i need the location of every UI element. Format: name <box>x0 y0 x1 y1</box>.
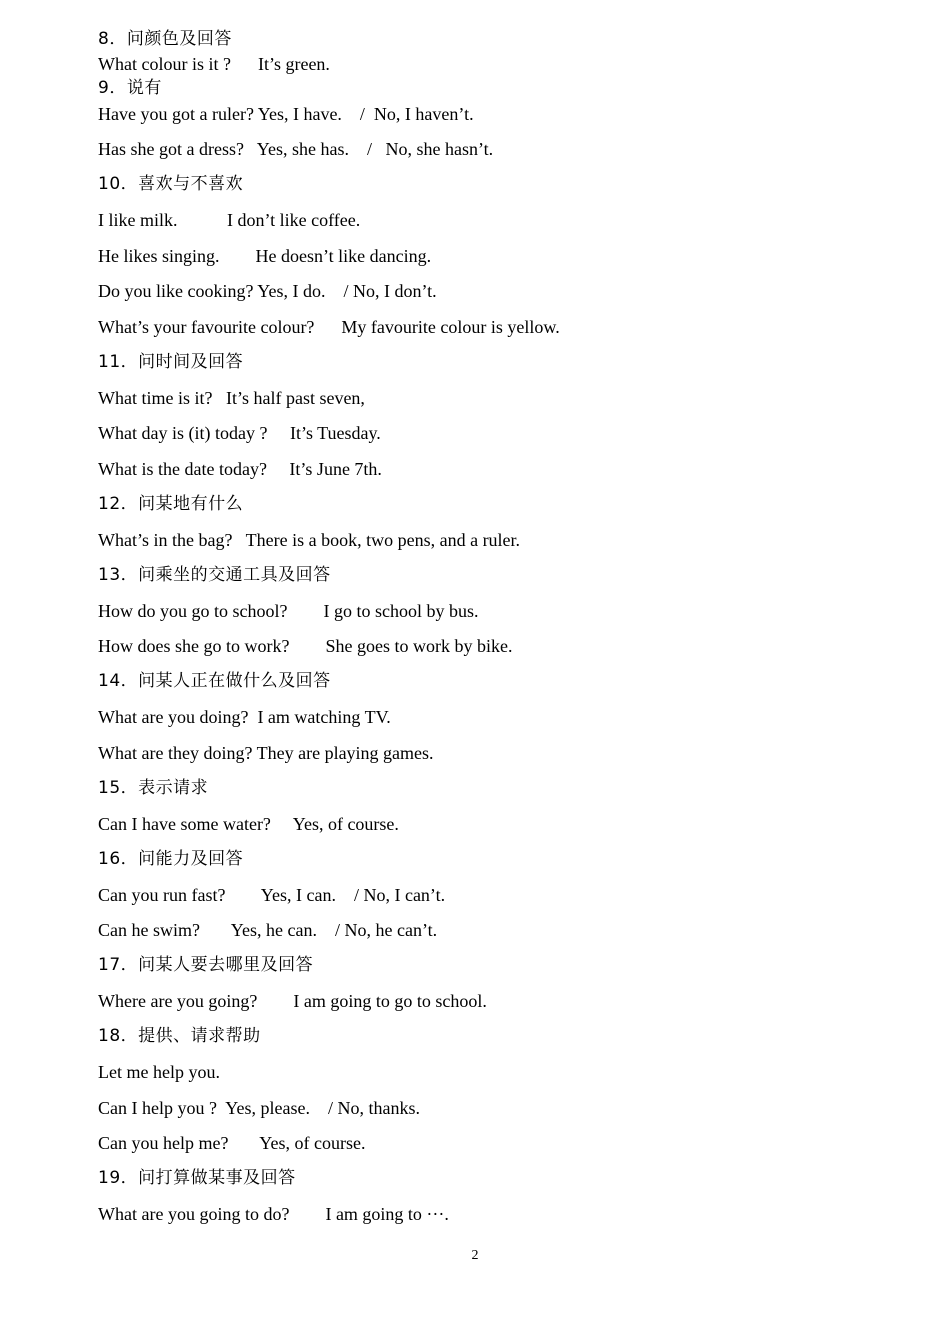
example-line: How does she go to work? She goes to work by bike. <box>98 636 513 656</box>
example-line: Can he swim? Yes, he can. / No, he can’t. <box>98 920 438 940</box>
section-heading-transport: 13．问乘坐的交通工具及回答 <box>98 565 331 585</box>
section-heading-like: 10．喜欢与不喜欢 <box>98 174 244 194</box>
section-heading-doing: 14．问某人正在做什么及回答 <box>98 671 331 691</box>
example-line: What are they doing? They are playing games. <box>98 743 434 763</box>
section-heading-place: 12．问某地有什么 <box>98 494 244 514</box>
section-heading-have: 9．说有 <box>98 78 162 98</box>
example-line: What is the date today? It’s June 7th. <box>98 459 382 479</box>
example-line: Can I help you ? Yes, please. / No, thanks. <box>98 1098 420 1118</box>
section-heading-ability: 16．问能力及回答 <box>98 849 244 869</box>
section-heading-plan: 19．问打算做某事及回答 <box>98 1168 296 1188</box>
example-line: I like milk. I don’t like coffee. <box>98 210 361 230</box>
section-heading-help: 18．提供、请求帮助 <box>98 1026 261 1046</box>
example-line: Let me help you. <box>98 1062 220 1082</box>
section-heading-going: 17．问某人要去哪里及回答 <box>98 955 314 975</box>
page-number: 2 <box>471 1248 479 1263</box>
example-line: Do you like cooking? Yes, I do. / No, I don’t. <box>98 281 437 301</box>
example-line: What time is it? It’s half past seven, <box>98 388 365 408</box>
example-line: He likes singing. He doesn’t like dancing. <box>98 246 432 266</box>
section-heading-time: 11．问时间及回答 <box>98 352 244 372</box>
example-line: Where are you going? I am going to go to school. <box>98 991 487 1011</box>
example-line: Can I have some water? Yes, of course. <box>98 814 399 834</box>
section-heading-request: 15．表示请求 <box>98 778 209 798</box>
example-line: What are you doing? I am watching TV. <box>98 707 391 727</box>
example-line: Can you run fast? Yes, I can. / No, I can’t. <box>98 885 446 905</box>
example-line: What’s your favourite colour? My favourite colour is yellow. <box>98 317 560 337</box>
example-line: How do you go to school? I go to school by bus. <box>98 601 479 621</box>
example-line: What colour is it ? It’s green. <box>98 54 330 74</box>
example-line: What are you going to do? I am going to ···. <box>98 1204 449 1224</box>
example-line: Has she got a dress? Yes, she has. / No, she hasn’t. <box>98 139 494 159</box>
example-line: What day is (it) today ? It’s Tuesday. <box>98 423 381 443</box>
example-line: What’s in the bag? There is a book, two pens, and a ruler. <box>98 530 521 550</box>
example-line: Can you help me? Yes, of course. <box>98 1133 366 1153</box>
section-heading-colour: 8．问颜色及回答 <box>98 29 232 49</box>
example-line: Have you got a ruler? Yes, I have. / No, I haven’t. <box>98 104 474 124</box>
